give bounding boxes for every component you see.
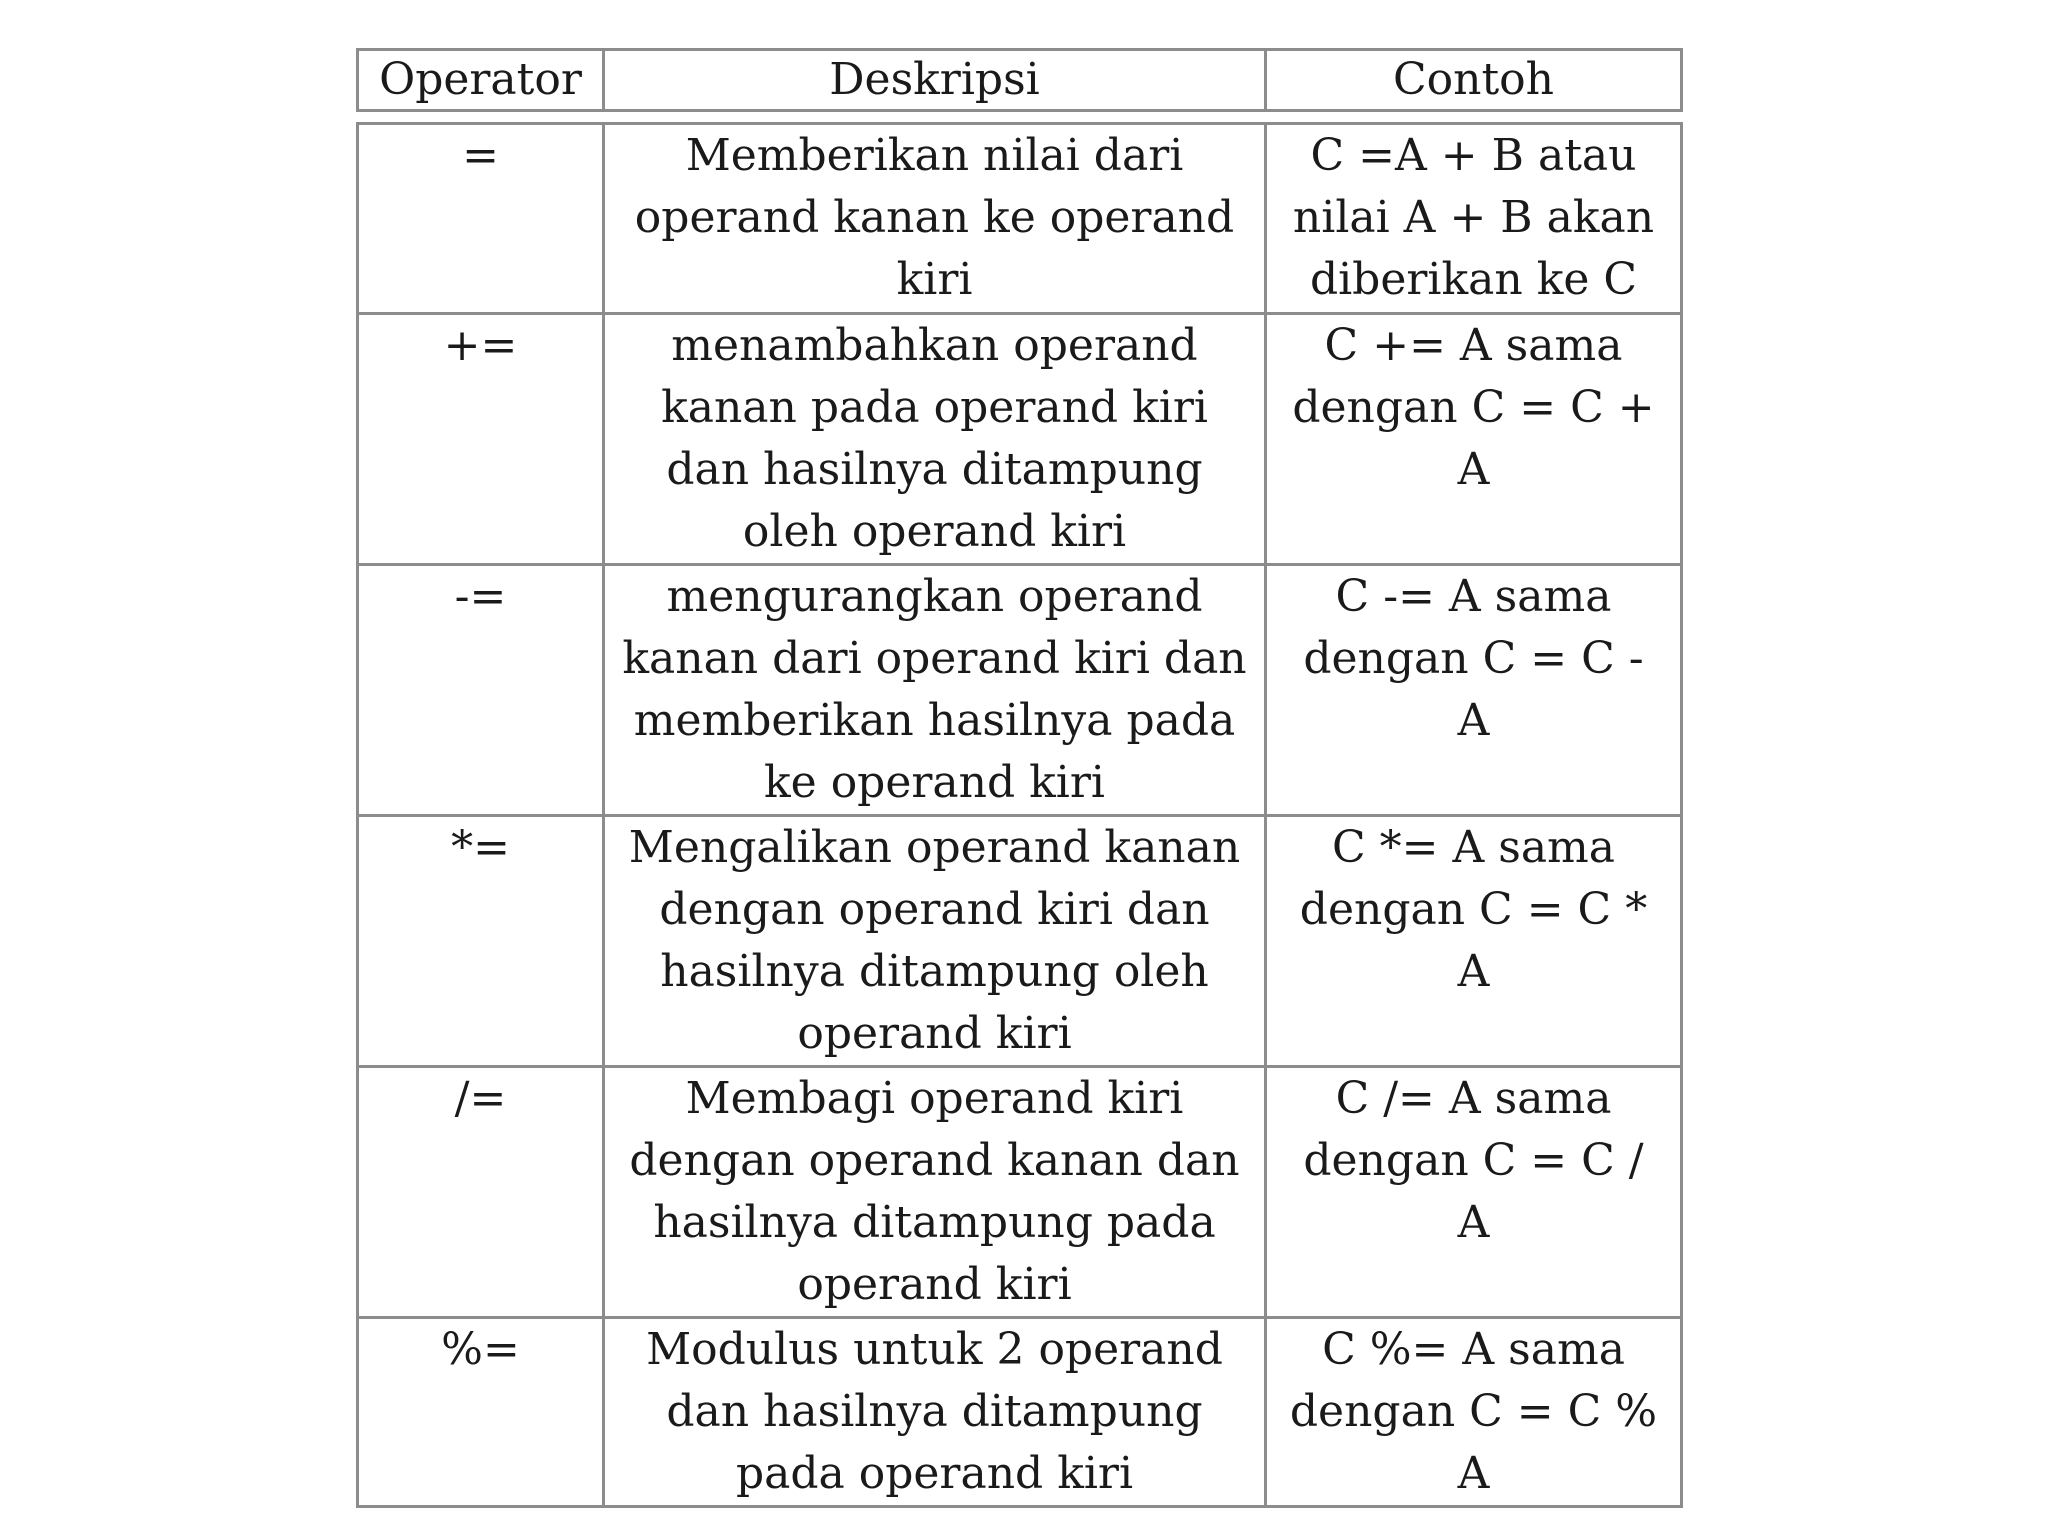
operator-cell: *= xyxy=(358,816,604,1067)
operator-cell: /= xyxy=(358,1067,604,1318)
table-row xyxy=(358,124,1682,314)
operator-table xyxy=(356,122,1683,1508)
table-row xyxy=(358,314,1682,565)
header-example: Contoh xyxy=(1266,50,1682,111)
description-cell: menambahkan operand kanan pada operand kiri dan hasilnya ditampung oleh operand kiri xyxy=(604,314,1266,565)
description-cell: Modulus untuk 2 operand dan hasilnya ditampung pada operand kiri xyxy=(604,1318,1266,1507)
example-cell: C -= A sama dengan C = C - A xyxy=(1266,565,1682,816)
operator-cell: = xyxy=(358,124,604,314)
example-cell: C %= A sama dengan C = C % A xyxy=(1266,1318,1682,1507)
example-cell: C =A + B atau nilai A + B akan diberikan ke C xyxy=(1266,124,1682,314)
example-cell: C *= A sama dengan C = C * A xyxy=(1266,816,1682,1067)
header-operator: Operator xyxy=(358,50,604,111)
table-row xyxy=(358,1067,1682,1318)
description-cell: mengurangkan operand kanan dari operand kiri dan memberikan hasilnya pada ke operand kiri xyxy=(604,565,1266,816)
operator-cell: %= xyxy=(358,1318,604,1507)
header-description: Deskripsi xyxy=(604,50,1266,111)
example-cell: C += A sama dengan C = C + A xyxy=(1266,314,1682,565)
example-cell: C /= A sama dengan C = C / A xyxy=(1266,1067,1682,1318)
table-row xyxy=(358,816,1682,1067)
description-cell: Memberikan nilai dari operand kanan ke operand kiri xyxy=(604,124,1266,314)
header-row xyxy=(358,50,1682,111)
description-cell: Membagi operand kiri dengan operand kanan dan hasilnya ditampung pada operand kiri xyxy=(604,1067,1266,1318)
description-cell: Mengalikan operand kanan dengan operand kiri dan hasilnya ditampung oleh operand kiri xyxy=(604,816,1266,1067)
table-header xyxy=(356,48,1683,112)
operator-cell: += xyxy=(358,314,604,565)
table-row xyxy=(358,565,1682,816)
operator-cell: -= xyxy=(358,565,604,816)
table-row xyxy=(358,1318,1682,1507)
